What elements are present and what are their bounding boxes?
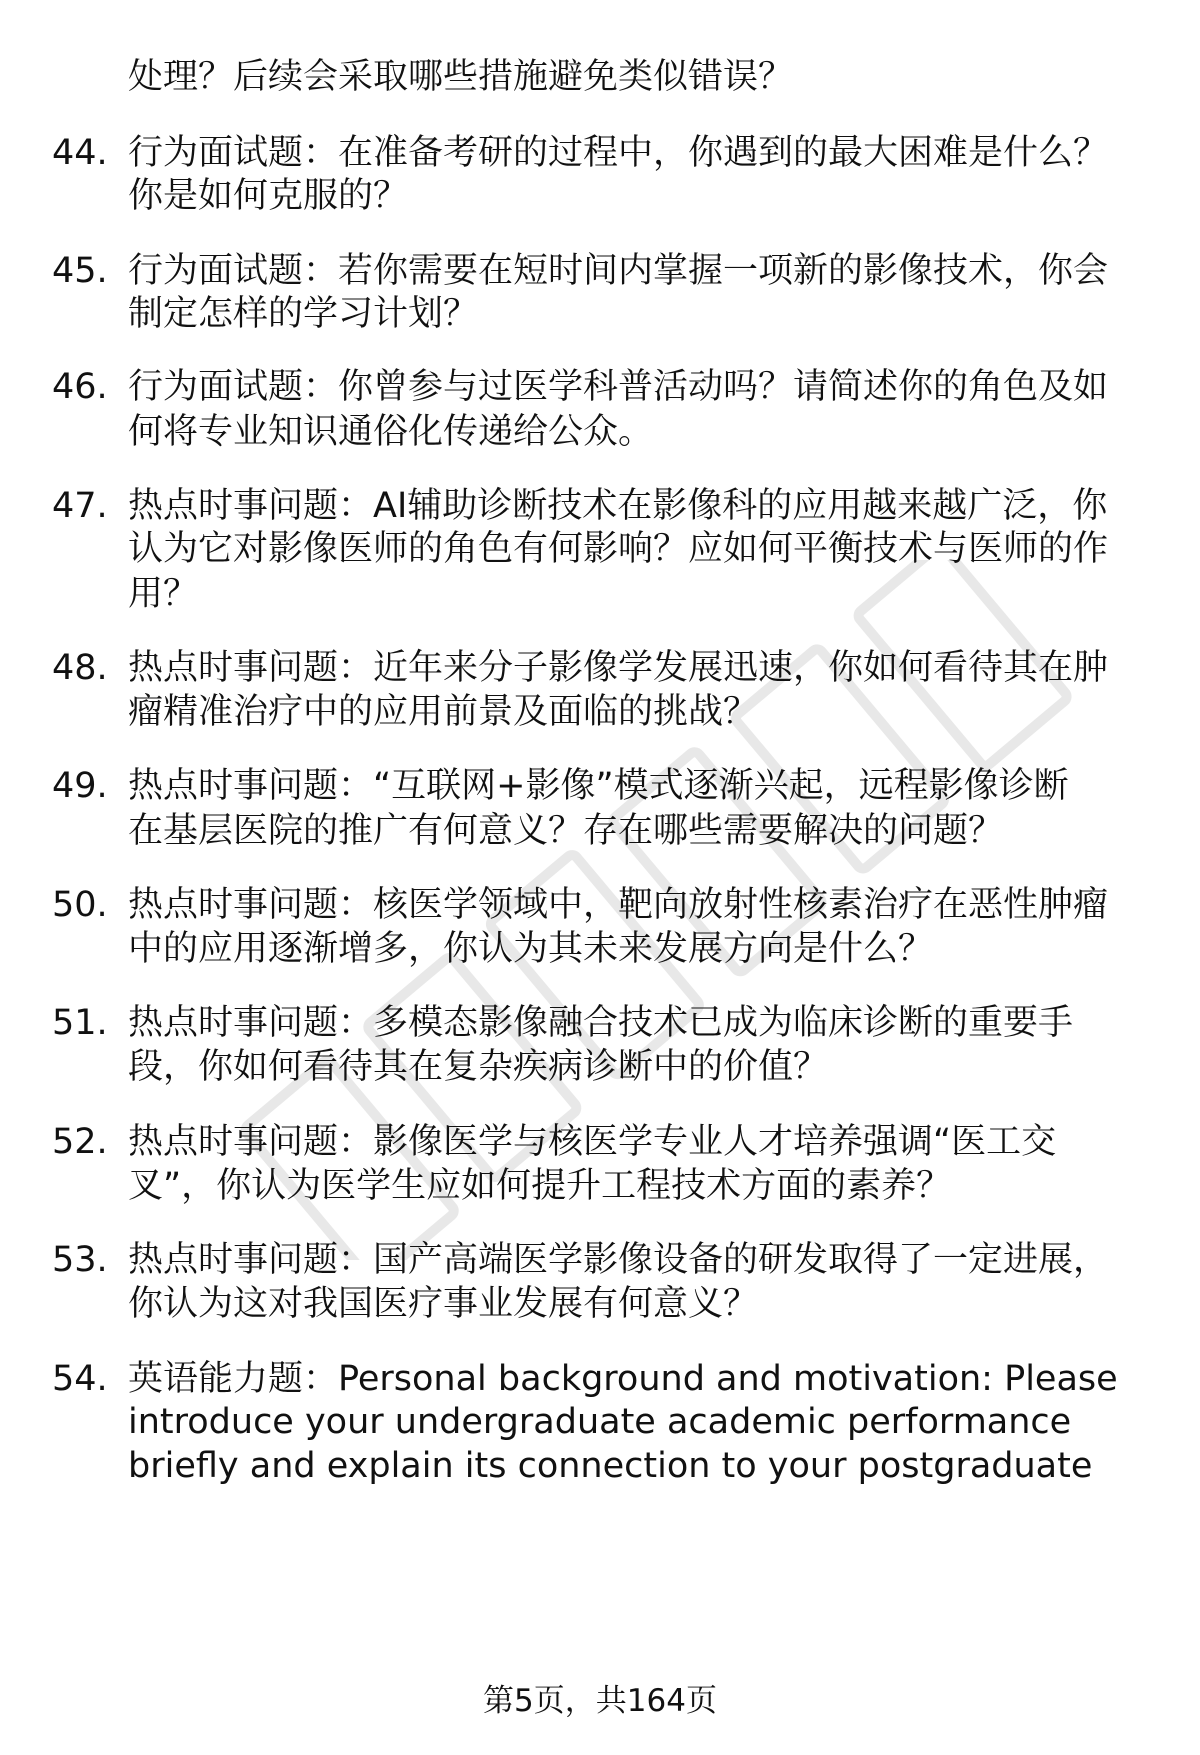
question-text: 热点时事问题：AI辅助诊断技术在影像科的应用越来越广泛，你: [128, 486, 1108, 526]
question-text: 行为面试题：在准备考研的过程中，你遇到的最大困难是什么？: [128, 133, 1109, 173]
question-text: 何将专业知识通俗化传递给公众。: [128, 412, 654, 452]
page-footer: 第5页，共164页: [483, 1683, 717, 1719]
question-number: 50.: [52, 885, 108, 925]
question-text: 瘤精准治疗中的应用前景及面临的挑战？: [128, 692, 759, 732]
question-number: 45.: [52, 251, 108, 291]
question-text: 热点时事问题：“互联网+影像”模式逐渐兴起，远程影像诊断: [128, 766, 1069, 806]
question-number: 53.: [52, 1240, 108, 1280]
question-number: 51.: [52, 1003, 108, 1043]
question-number: 54.: [52, 1359, 108, 1399]
question-number: 46.: [52, 367, 108, 407]
question-number: 44.: [52, 133, 108, 173]
question-text: 热点时事问题：国产高端医学影像设备的研发取得了一定进展，: [128, 1240, 1109, 1280]
question-text: 你是如何克服的？: [128, 176, 409, 216]
question-text: 叉”，你认为医学生应如何提升工程技术方面的素养？: [128, 1166, 952, 1206]
question-text: 中的应用逐渐增多，你认为其未来发展方向是什么？: [128, 929, 934, 969]
question-text: 行为面试题：你曾参与过医学科普活动吗？请简述你的角色及如: [128, 367, 1109, 407]
question-text: 认为它对影像医师的角色有何影响？应如何平衡技术与医师的作: [128, 529, 1109, 569]
question-text: 热点时事问题：核医学领域中，靶向放射性核素治疗在恶性肿瘤: [128, 885, 1109, 925]
question-number: 47.: [52, 486, 108, 526]
question-text: 热点时事问题：多模态影像融合技术已成为临床诊断的重要手: [128, 1003, 1074, 1043]
question-text: 在基层医院的推广有何意义？存在哪些需要解决的问题？: [128, 811, 1004, 851]
question-text: 你认为这对我国医疗事业发展有何意义？: [128, 1284, 759, 1324]
question-number: 52.: [52, 1122, 108, 1162]
question-number: 48.: [52, 648, 108, 688]
question-text: 热点时事问题：近年来分子影像学发展迅速，你如何看待其在肿: [128, 648, 1109, 688]
question-text: 英语能力题：Personal background and motivation: Please: [128, 1359, 1118, 1399]
question-text: 段，你如何看待其在复杂疾病诊断中的价值？: [128, 1047, 829, 1087]
question-text: 用？: [128, 574, 199, 614]
continuation-text: 处理？后续会采取哪些措施避免类似错误？: [128, 57, 794, 97]
question-number: 49.: [52, 766, 108, 806]
question-text: 热点时事问题：影像医学与核医学专业人才培养强调“医工交: [128, 1122, 1057, 1162]
question-text: 制定怎样的学习计划？: [128, 294, 479, 334]
question-text: introduce your undergraduate academic performance: [128, 1402, 1072, 1442]
question-text: briefly and explain its connection to your postgraduate: [128, 1446, 1093, 1486]
question-text: 行为面试题：若你需要在短时间内掌握一项新的影像技术，你会: [128, 251, 1109, 291]
